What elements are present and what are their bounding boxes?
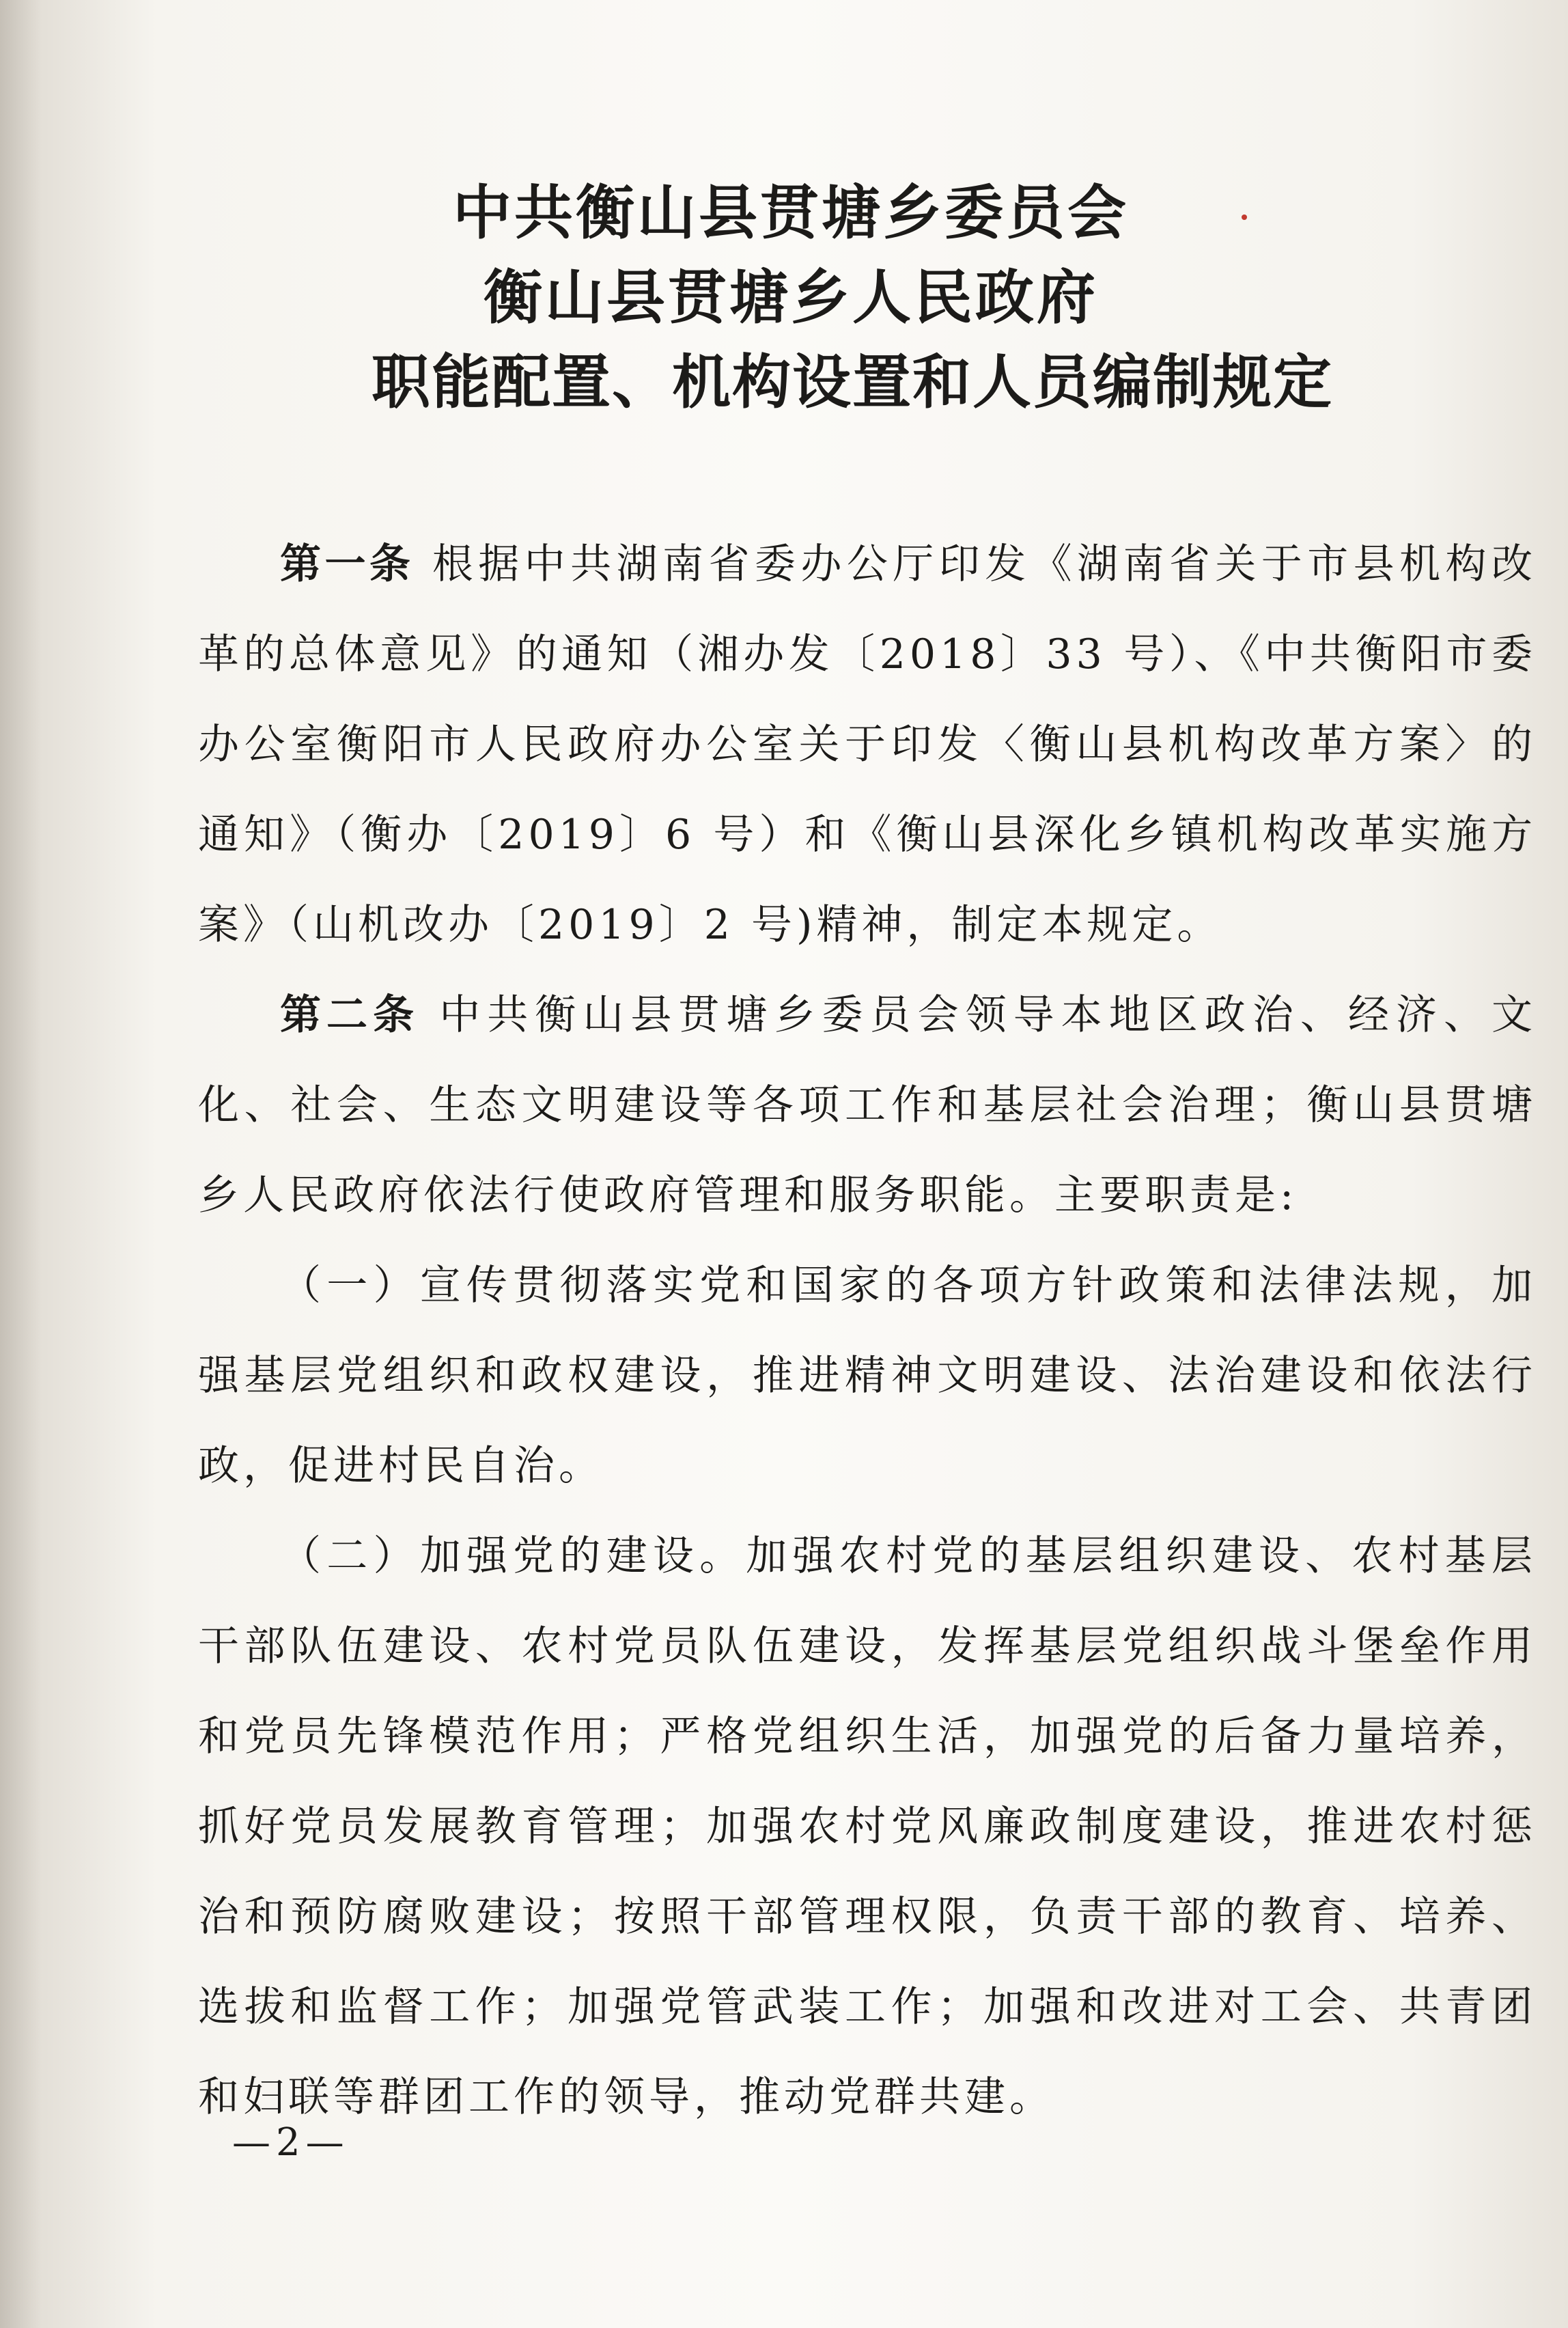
- article-1: [198, 519, 1537, 970]
- document-body: [198, 519, 1537, 2142]
- item-1: （一）宣传贯彻落实党和国家的各项方针政策和法律法规，加强基层党组织和政权建设，推进精神文明建设、法治建设和依法行政，促进村民自治。: [198, 1262, 1537, 1490]
- article-2: [198, 970, 1537, 1241]
- article-1-text: 根据中共湖南省委办公厅印发《湖南省关于市县机构改革的总体意见》的通知（湘办发〔2018〕33 号）、《中共衡阳市委办公室衡阳市人民政府办公室关于印发〈衡山县机构改革方案〉的通知》（衡办〔2019〕6 号）和《衡山县深化乡镇机构改革实施方案》（山机改办〔2019〕2 号)精神，制定本规定。: [198, 540, 1537, 949]
- document-title: [0, 171, 1568, 425]
- item-2: （二）加强党的建设。加强农村党的基层组织建设、农村基层干部队伍建设、农村党员队伍建设，发挥基层党组织战斗堡垒作用和党员先锋模范作用；严格党组织生活，加强党的后备力量培养，抓好党员发展教育管理；加强农村党风廉政制度建设，推进农村惩治和预防腐败建设；按照干部管理权限，负责干部的教育、培养、选拔和监督工作；加强党管武装工作；加强和改进对工会、共青团和妇联等群团工作的领导，推动党群共建。: [198, 1532, 1537, 2121]
- article-2-text: 中共衡山县贯塘乡委员会领导本地区政治、经济、文化、社会、生态文明建设等各项工作和基层社会治理；衡山县贯塘乡人民政府依法行使政府管理和服务职能。主要职责是:: [198, 991, 1537, 1219]
- title-line-2: 衡山县贯塘乡人民政府: [484, 263, 1098, 332]
- article-1-label: 第一条: [280, 540, 415, 588]
- article-2-label: 第二条: [280, 991, 420, 1039]
- title-line-1: 中共衡山县贯塘乡委员会: [453, 178, 1129, 247]
- title-line-3: 职能配置、机构设置和人员编制规定: [372, 348, 1333, 417]
- page-number: —2—: [232, 2120, 350, 2165]
